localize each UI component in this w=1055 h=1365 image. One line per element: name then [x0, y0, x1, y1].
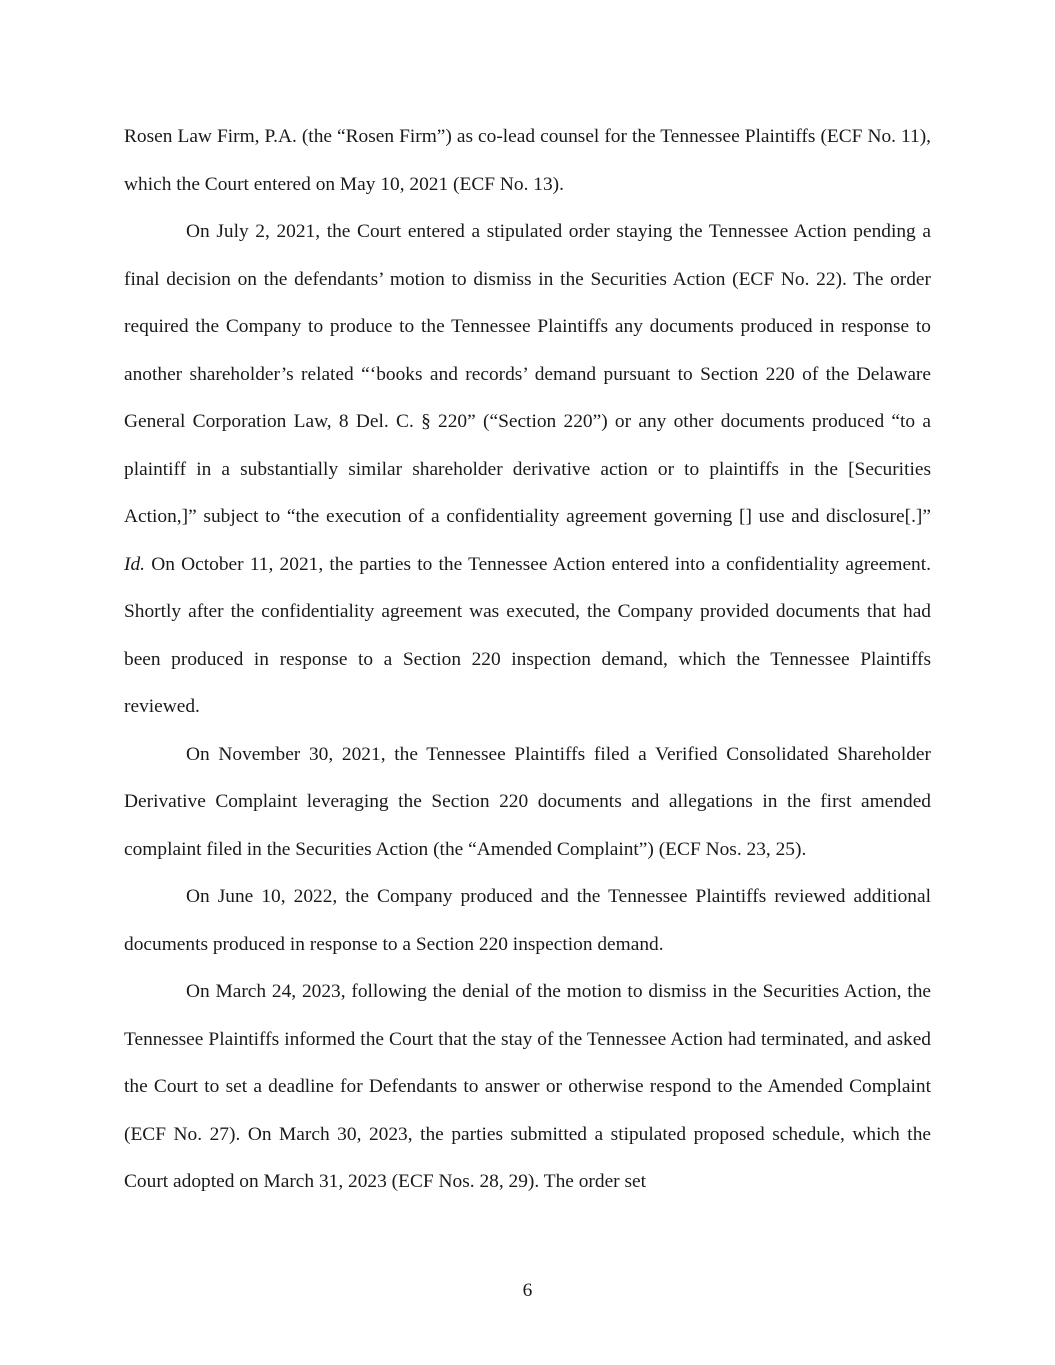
- document-body: [124, 113, 931, 1206]
- paragraph-text-segment: On July 2, 2021, the Court entered a stipulated order staying the Tennessee Action pending a final decision on the defendants’ motion to dismiss in the Securities Action (ECF No. 22). The order required the Company to produce to the Tennessee Plaintiffs any documents produced in response to another shareholder’s related “‘books and records’ demand pursuant to Section 220 of the Delaware General Corporation Law, 8 Del. C. § 220” (“Section 220”) or any other documents produced “to a plaintiff in a substantially similar shareholder derivative action or to plaintiffs in the [Securities Action,]” subject to “the execution of a confidentiality agreement governing [] use and disclosure[.]”: [124, 221, 931, 527]
- paragraph-continuation: Rosen Law Firm, P.A. (the “Rosen Firm”) as co-lead counsel for the Tennessee Plaintiffs (ECF No. 11), which the Court entered on May 10, 2021 (ECF No. 13).: [124, 126, 931, 195]
- paragraph-stay-terminated: On March 24, 2023, following the denial of the motion to dismiss in the Securities Action, the Tennessee Plaintiffs informed the Court that the stay of the Tennessee Action had terminated, and asked the Court to set a deadline for Defendants to answer or otherwise respond to the Amended Complaint (ECF No. 27). On March 30, 2023, the parties submitted a stipulated proposed schedule, which the Court adopted on March 31, 2023 (ECF Nos. 28, 29). The order set: [124, 981, 931, 1192]
- paragraph-amended-complaint: On November 30, 2021, the Tennessee Plaintiffs filed a Verified Consolidated Shareholder Derivative Complaint leveraging the Section 220 documents and allegations in the first amended complaint filed in the Securities Action (the “Amended Complaint”) (ECF Nos. 23, 25).: [124, 743, 931, 860]
- paragraph-text-segment: On October 11, 2021, the parties to the Tennessee Action entered into a confidentiality agreement. Shortly after the confidentiality agreement was executed, the Company provided documents that had been produced in response to a Section 220 inspection demand, which the Tennessee Plaintiffs reviewed.: [124, 553, 931, 717]
- paragraph-stipulated-order: [124, 208, 931, 731]
- page-number: 6: [522, 1280, 533, 1301]
- citation-id: Id.: [124, 553, 146, 575]
- paragraph-additional-documents: On June 10, 2022, the Company produced and the Tennessee Plaintiffs reviewed additional documents produced in response to a Section 220 inspection demand.: [124, 886, 931, 955]
